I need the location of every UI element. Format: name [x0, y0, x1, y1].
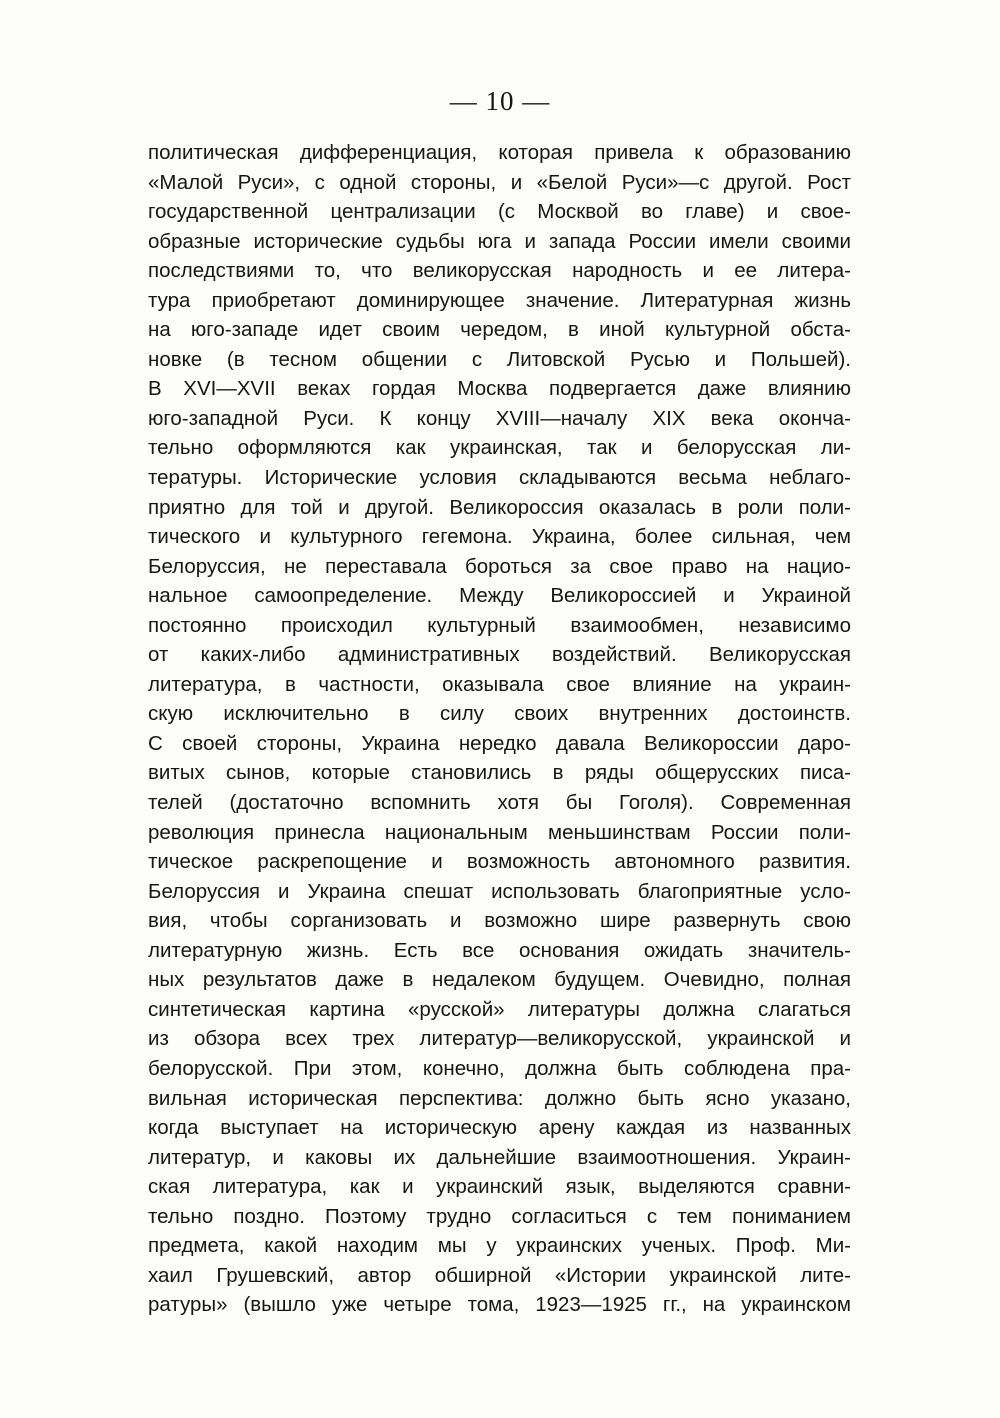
text-line: вия, чтобы сорганизовать и возможно шире развернуть свою — [148, 909, 851, 933]
text-line: В XVI—XVII веках гордая Москва подвергается даже влиянию — [148, 377, 851, 401]
text-line: белорусской. При этом, конечно, должна быть соблюдена пра- — [148, 1056, 851, 1080]
text-line: юго-западной Руси. К концу XVIII—началу XIX века оконча- — [148, 406, 851, 430]
text-line: ных результатов даже в недалеком будущем. Очевидно, полная — [148, 968, 851, 992]
page-number: — 10 — — [449, 86, 551, 116]
text-line: государственной централизации (с Москвой во главе) и свое- — [148, 200, 851, 224]
text-line: литератур, и каковы их дальнейшие взаимоотношения. Украин- — [148, 1145, 851, 1169]
text-line: тельно поздно. Поэтому трудно согласиться с тем пониманием — [148, 1204, 851, 1228]
text-line: когда выступает на историческую арену каждая из названных — [148, 1116, 851, 1140]
text-line: политическая дифференциация, которая привела к образованию — [148, 141, 851, 164]
body-text — [148, 138, 851, 1320]
text-line: ратуры» (вышло уже четыре тома, 1923—1925 гг., на украинском — [148, 1293, 851, 1317]
text-line: тературы. Исторические условия складываются весьма неблаго- — [148, 466, 851, 490]
text-line: вильная историческая перспектива: должно быть ясно указано, — [148, 1086, 851, 1110]
text-line: синтетическая картина «русской» литературы должна слагаться — [148, 997, 851, 1021]
text-line: образные исторические судьбы юга и запада России имели своими — [148, 229, 851, 253]
text-line: тическое раскрепощение и возможность автономного развития. — [148, 850, 851, 874]
text-line: тического и культурного гегемона. Украина, более сильная, чем — [148, 525, 851, 549]
text-line: из обзора всех трех литератур—великорусской, украинской и — [148, 1027, 851, 1051]
text-line: хаил Грушевский, автор обширной «Истории украинской лите- — [148, 1263, 851, 1287]
text-line: тура приобретают доминирующее значение. Литературная жизнь — [148, 288, 851, 312]
text-line: на юго-западе идет своим чередом, в иной культурной обста- — [148, 318, 851, 342]
text-line: «Малой Руси», с одной стороны, и «Белой Руси»—с другой. Рост — [148, 170, 851, 194]
text-line: витых сынов, которые становились в ряды общерусских писа- — [148, 761, 851, 785]
text-line: ская литература, как и украинский язык, выделяются сравни- — [148, 1175, 851, 1199]
text-line: литература, в частности, оказывала свое влияние на украин- — [148, 672, 851, 696]
text-line: новке (в тесном общении с Литовской Русью и Польшей). — [148, 347, 851, 371]
text-line: С своей стороны, Украина нередко давала Великороссии даро- — [148, 731, 851, 755]
text-line: последствиями то, что великорусская народность и ее литера- — [148, 259, 851, 283]
text-line: постоянно происходил культурный взаимообмен, независимо — [148, 613, 851, 637]
text-line: скую исключительно в силу своих внутренних достоинств. — [148, 702, 851, 726]
text-line: телей (достаточно вспомнить хотя бы Гоголя). Современная — [148, 791, 851, 815]
text-line: Белоруссия, не переставала бороться за свое право на нацио- — [148, 554, 851, 578]
text-line: предмета, какой находим мы у украинских ученых. Проф. Ми- — [148, 1234, 851, 1258]
text-line: тельно оформляются как украинская, так и белорусская ли- — [148, 436, 851, 460]
text-line: Белоруссия и Украина спешат использовать благоприятные усло- — [148, 879, 851, 903]
text-line: революция принесла национальным меньшинствам России поли- — [148, 820, 851, 844]
text-line: от каких-либо административных воздействий. Великорусская — [148, 643, 851, 667]
text-line: нальное самоопределение. Между Великороссией и Украиной — [148, 584, 851, 608]
text-line: литературную жизнь. Есть все основания ожидать значитель- — [148, 938, 851, 962]
text-line: приятно для той и другой. Великороссия оказалась в роли поли- — [148, 495, 851, 519]
